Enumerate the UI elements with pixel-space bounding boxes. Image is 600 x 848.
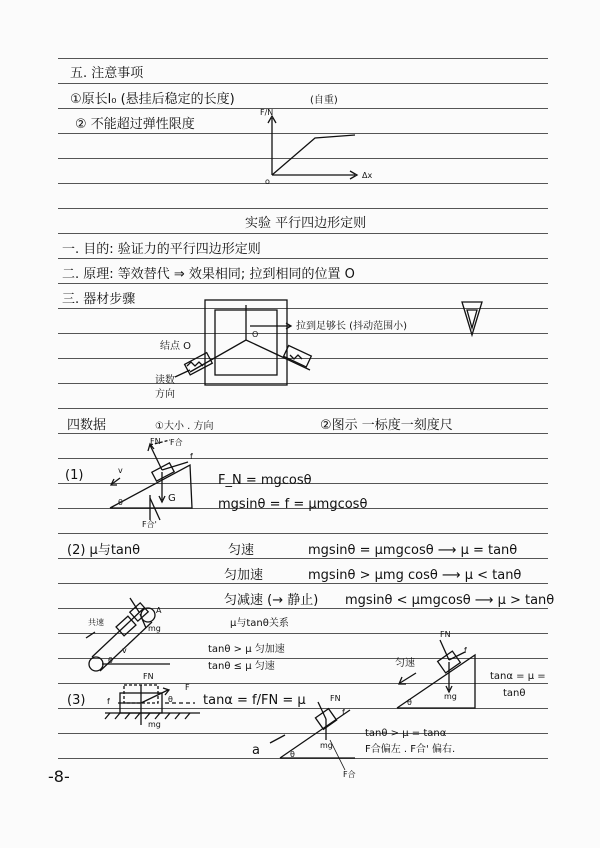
- relation-title: μ与tanθ关系: [230, 618, 289, 629]
- right-mg-label: mg: [444, 692, 457, 701]
- data-point-1: ①大小 . 方向: [155, 421, 214, 432]
- case-3-note-1: tanθ > μ = tanα: [365, 728, 447, 739]
- node-label: 结点 O: [160, 341, 192, 352]
- motion-equation: mgsinθ = μmgcosθ ⟶ μ = tanθ: [308, 543, 518, 558]
- force-extension-graph: [268, 116, 357, 179]
- friction-label: f: [190, 452, 193, 461]
- block-friction-label: f: [107, 697, 110, 706]
- acceleration-label: a: [252, 743, 260, 758]
- experiment-board-diagram: [175, 300, 482, 385]
- block-fn-label: FN: [143, 672, 154, 681]
- stretch-note: 拉到足够长 (抖动范围小): [296, 321, 407, 332]
- note-item-1: ①原长l₀ (悬挂后稳定的长度): [70, 92, 235, 107]
- motion-type: 匀速: [228, 543, 255, 558]
- incline-angle-label: θ: [290, 750, 295, 759]
- case-3-label: (3): [67, 693, 86, 708]
- note-item-2: ② 不能超过弹性限度: [75, 117, 195, 132]
- case-2-label: (2) μ与tanθ: [67, 543, 141, 558]
- relation-1: tanθ > μ 匀加速: [208, 644, 285, 655]
- graph-origin: o: [265, 177, 270, 186]
- right-f-label: f: [464, 646, 467, 655]
- incline-f-label: f: [342, 708, 345, 717]
- experiment-equipment: 三. 器材步骤: [62, 292, 136, 307]
- graph-y-label: F/N: [260, 108, 274, 117]
- right-motion-label: 匀速: [395, 658, 415, 669]
- right-fn-label: FN: [440, 630, 451, 639]
- gravity-label: G: [168, 493, 176, 504]
- case-3-note-2: F合偏左 . F合' 偏右.: [365, 744, 456, 755]
- reading-label: 读数: [155, 375, 175, 386]
- case-3-equation: tanα = f/FN = μ: [203, 693, 306, 708]
- motion-equation: mgsinθ > μmg cosθ ⟶ μ < tanθ: [308, 568, 522, 583]
- note-item-1-aside: (自重): [310, 95, 338, 106]
- motion-equation: mgsinθ < μmgcosθ ⟶ μ > tanθ: [345, 593, 555, 608]
- net-force-prime-label: F合': [142, 520, 157, 529]
- angle-label: θ: [118, 498, 123, 507]
- belt-mg-label: mg: [148, 624, 161, 633]
- case-1-label: (1): [65, 468, 84, 483]
- incline-diagram-1: [110, 440, 192, 520]
- relation-2: tanθ ≤ μ 匀速: [208, 661, 275, 672]
- incline-net-force-label: F合: [343, 770, 356, 779]
- reading-label-2: 方向: [155, 389, 175, 400]
- data-heading: 四数据: [67, 418, 107, 433]
- o-label: O: [252, 330, 259, 339]
- experiment-purpose: 一. 目的: 验证力的平行四边形定则: [62, 242, 261, 257]
- experiment-principle: 二. 原理: 等效替代 ⇒ 效果相同; 拉到相同的位置 O: [62, 267, 355, 282]
- block-f-label: F: [185, 683, 190, 692]
- block-angle-label: θ: [168, 695, 173, 704]
- normal-force-label: FN: [150, 437, 161, 446]
- motion-type: 匀减速 (→ 静止): [224, 593, 319, 608]
- belt-point-label: A: [156, 606, 162, 615]
- data-point-2: ②图示 一标度一刻度尺: [320, 418, 453, 433]
- right-equation: tanα = μ =: [490, 671, 546, 682]
- incline-fn-label: FN: [330, 694, 341, 703]
- net-force-label: F合: [170, 438, 183, 447]
- motion-type: 匀加速: [224, 568, 264, 583]
- page-number: -8-: [48, 767, 70, 786]
- belt-speed-label: 共速: [88, 618, 104, 627]
- case-1-eq-2: mgsinθ = f = μmgcosθ: [218, 497, 368, 512]
- belt-angle-label: θ: [108, 656, 113, 665]
- incline-mg-label: mg: [320, 741, 333, 750]
- section-5-heading: 五. 注意事项: [70, 66, 144, 81]
- block-mg-label: mg: [148, 720, 161, 729]
- velocity-label: v: [118, 466, 123, 475]
- belt-v-label: v: [122, 646, 127, 655]
- right-equation-2: tanθ: [503, 688, 526, 699]
- right-angle-label: θ: [407, 698, 412, 707]
- case-1-eq-1: F_N = mgcosθ: [218, 473, 312, 488]
- graph-x-label: Δx: [362, 171, 373, 180]
- experiment-title: 实验 平行四边形定则: [245, 216, 367, 231]
